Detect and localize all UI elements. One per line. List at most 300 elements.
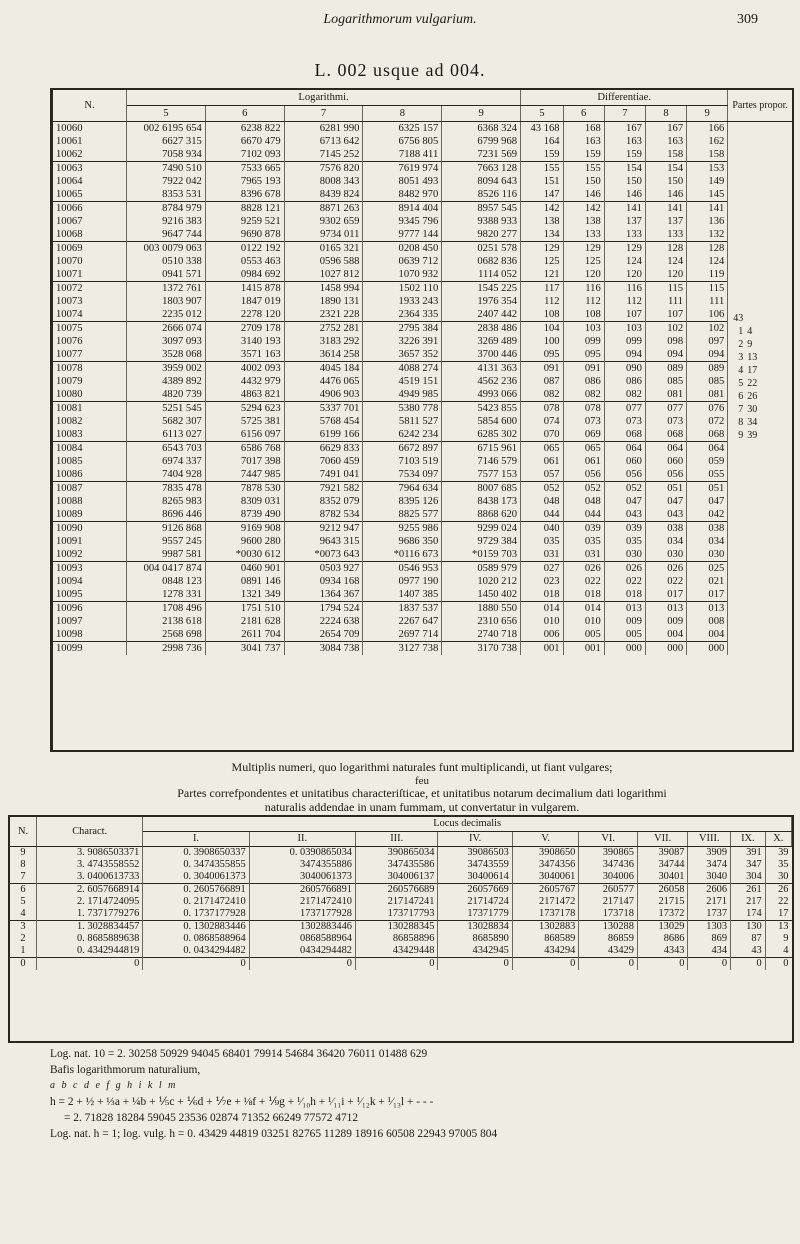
row-number: 10066 [53,202,127,216]
locus-cell: 0 [688,958,731,971]
table-row [53,268,792,282]
diff-cell: 064 [687,442,728,456]
locus-cell: 434294 [512,945,579,958]
log-nat-h: Log. nat. h = 1; log. vulg. h = 0. 43429 44819 03251 82765 11289 18916 60508 22943 97005 804 [50,1128,498,1140]
table-row [10,958,792,971]
diff-cell: 021 [687,575,728,588]
diff-cell: 074 [521,415,564,428]
locus-cell: 173717793 [355,908,437,921]
partes-value: 2 [738,339,744,350]
partes-value: 43 [733,313,744,324]
diff-cell: 026 [604,562,645,576]
row-number: 10083 [53,428,127,442]
locus-cell: 868589 [512,933,579,945]
diff-cell: 081 [687,388,728,402]
table-row [10,896,792,908]
locus-cell: 130 [731,921,766,934]
log-cell: 2752 281 [284,322,363,336]
log-nat-10: Log. nat. 10 = 2. 30258 50929 94045 68401 79914 54684 36420 76011 01488 629 [50,1048,428,1060]
log-cell: 6974 337 [127,455,206,468]
log-cell: 1027 812 [284,268,363,282]
table-row [53,282,792,296]
diff-cell: 022 [645,575,686,588]
caption-line-1: Multiplis numeri, quo logarithmi naturales funt multiplicandi, ut fiant vulgares; [231,760,613,774]
locus-cell: 0. 0868588964 [143,933,249,945]
log-cell: 3140 193 [205,335,284,348]
log-cell: 9259 521 [205,215,284,228]
row-number: 10075 [53,322,127,336]
table-row [53,148,792,162]
locus-cell: 2605766891 [249,884,355,897]
series-letters: a b c d e f g h i k l m [50,1080,178,1091]
locus-cell: 2171472410 [249,896,355,908]
diff-cell: 090 [604,362,645,376]
diff-cell: 027 [521,562,564,576]
locus-cell: 0. 1302883446 [143,921,249,934]
table-row [53,642,792,656]
diff-cell: 042 [687,508,728,522]
log-cell: 8482 970 [363,188,442,202]
log-cell: 1114 052 [442,268,521,282]
log-cell: 7231 569 [442,148,521,162]
log-cell: 9643 315 [284,535,363,548]
logarithm-table-frame [50,88,794,752]
diff-cell: 018 [604,588,645,602]
partes-row [731,364,759,377]
diff-cell: 048 [563,495,604,508]
diff-cell: 141 [604,202,645,216]
log-cell: 8784 979 [127,202,206,216]
log-cell: 4088 274 [363,362,442,376]
diff-cell: 146 [645,188,686,202]
diff-cell: 001 [563,642,604,656]
diff-cell: 158 [645,148,686,162]
log-cell: 3127 738 [363,642,442,656]
log-cell: 8871 263 [284,202,363,216]
locus-cell: 347435586 [355,859,437,871]
log-cell: 2697 714 [363,628,442,642]
locus-cell: 35 [778,859,789,870]
locus-cell: 3474 [688,859,731,871]
diff-cell: 014 [563,602,604,616]
log-cell: 7145 252 [284,148,363,162]
log-cell: 2278 120 [205,308,284,322]
locus-cell: 130288 [579,921,638,934]
log-cell: 4131 363 [442,362,521,376]
diff-cell: 163 [563,135,604,148]
row-number: 10060 [53,122,127,136]
diff-cell: 089 [645,362,686,376]
diff-cell: 138 [521,215,564,228]
log-cell: 6368 324 [442,122,521,136]
row-number: 10092 [53,548,127,562]
diff-cell: 099 [604,335,645,348]
diff-cell: 022 [563,575,604,588]
diff-col-header: 7 [604,106,645,122]
locus-cell: 130288345 [355,921,437,934]
log-cell: *0073 643 [284,548,363,562]
log-cell: 1450 402 [442,588,521,602]
diff-cell: 038 [687,522,728,536]
diff-cell: 085 [687,375,728,388]
log-cell: 1278 331 [127,588,206,602]
locus-cell: 43 [731,945,766,958]
table-row [10,884,792,897]
log-cell: 2838 486 [442,322,521,336]
diff-cell: 056 [604,468,645,482]
log-cell: 8438 173 [442,495,521,508]
partes-value: 13 [747,352,758,363]
partes-row [731,377,759,390]
diff-cell: 167 [645,122,686,136]
charact-cell: 3. 4743558552 [37,859,143,871]
digit-cell: 2 [10,933,37,945]
log-cell: 2235 012 [127,308,206,322]
locus-cell: 0 [438,958,512,971]
col-differentiae-header: Differentiae. [521,90,728,106]
table-row [53,442,792,456]
partes-value: 26 [747,391,758,402]
log-cell: 7619 974 [363,162,442,176]
log-cell: 0891 146 [205,575,284,588]
log-cell: 0503 927 [284,562,363,576]
table-row [53,362,792,376]
diff-cell: 073 [604,415,645,428]
log-cell: 4906 903 [284,388,363,402]
log-cell: 0639 712 [363,255,442,268]
log-cell: 3041 737 [205,642,284,656]
caption-line-4: naturalis addendae in unam fummam, ut convertatur in vulgarem. [264,800,580,814]
locus-cell: 17372 [637,908,688,921]
diff-cell: 168 [563,122,604,136]
diff-cell: 005 [604,628,645,642]
partes-value: 4 [747,326,753,337]
locus-cell: 0 [731,958,766,971]
diff-cell: 166 [687,122,728,136]
log-cell: 4863 821 [205,388,284,402]
log-col-header: 7 [284,106,363,122]
diff-col-header: 5 [521,106,564,122]
table-row [53,535,792,548]
diff-cell: 065 [521,442,564,456]
diff-cell: 167 [604,122,645,136]
partes-value: 9 [747,339,753,350]
log-cell: 5337 701 [284,402,363,416]
diff-cell: 141 [687,202,728,216]
log-cell: 004 0417 874 [127,562,206,576]
diff-cell: 107 [604,308,645,322]
diff-cell: 010 [521,615,564,628]
locus-cell: 39087 [637,847,688,860]
diff-cell: 044 [521,508,564,522]
log-cell: 0941 571 [127,268,206,282]
log-cell: 5854 600 [442,415,521,428]
t2-locus-header: Locus decimalis [143,817,792,832]
log-cell: 9820 277 [442,228,521,242]
charact-cell: 0. 8685889638 [37,933,143,945]
log-cell: 0546 953 [363,562,442,576]
diff-cell: 060 [645,455,686,468]
log-cell: 9299 024 [442,522,521,536]
table-row [53,602,792,616]
log-cell: 9777 144 [363,228,442,242]
locus-cell: 1737177928 [249,908,355,921]
locus-cell: 0. 1737177928 [143,908,249,921]
charact-cell: 2. 1714724095 [37,896,143,908]
locus-col-header: IV. [438,832,512,847]
diff-cell: 000 [687,642,728,656]
log-cell: 1751 510 [205,602,284,616]
basis-caption: Bafis logarithmorum naturalium, [50,1064,201,1076]
log-cell: 2138 618 [127,615,206,628]
log-cell: 0510 338 [127,255,206,268]
log-cell: 7965 193 [205,175,284,188]
locus-col-header: IX. [731,832,766,847]
log-cell: 7146 579 [442,455,521,468]
diff-cell: 094 [645,348,686,362]
log-cell: 3571 163 [205,348,284,362]
table-row [10,945,792,958]
locus-cell: 2171 [688,896,731,908]
table-row [10,847,792,860]
row-number: 10068 [53,228,127,242]
diff-col-header: 8 [645,106,686,122]
locus-cell: 173718 [579,908,638,921]
locus-cell: 1737 [688,908,731,921]
diff-cell: 051 [645,482,686,496]
diff-cell: 035 [604,535,645,548]
log-cell: 4045 184 [284,362,363,376]
table-row [53,562,792,576]
partes-cell [728,122,792,656]
log-cell: 0165 321 [284,242,363,256]
diff-cell: 081 [645,388,686,402]
diff-cell: 073 [563,415,604,428]
locus-cell: 13 [765,921,791,934]
table-row [53,588,792,602]
diff-cell: 034 [645,535,686,548]
log-cell: 6756 805 [363,135,442,148]
log-cell: 9388 933 [442,215,521,228]
locus-cell: 0. 0434294482 [143,945,249,958]
diff-cell: 102 [687,322,728,336]
locus-cell: 43429448 [355,945,437,958]
log-cell: 6586 768 [205,442,284,456]
diff-cell: 116 [563,282,604,296]
diff-cell: 065 [563,442,604,456]
locus-col-header: X. [765,832,791,847]
locus-cell: 260577 [579,884,638,897]
caption-line-3: Partes correfpondentes et unitatibus characteriſticae, et unitatibus notarum decimalium dati logarithmi [177,786,667,800]
locus-cell: 260576689 [355,884,437,897]
log-cell: 0596 588 [284,255,363,268]
diff-cell: 078 [563,402,604,416]
table-row [53,322,792,336]
log-cell: 5294 623 [205,402,284,416]
log-cell: 6629 833 [284,442,363,456]
row-number: 10099 [53,642,127,656]
locus-cell: 13028834 [438,921,512,934]
log-cell: 5251 545 [127,402,206,416]
locus-cell: 17371779 [438,908,512,921]
diff-cell: 089 [687,362,728,376]
row-number: 10072 [53,282,127,296]
locus-cell: 0. 0390865034 [249,847,355,860]
log-cell: 4432 979 [205,375,284,388]
log-cell: 6627 315 [127,135,206,148]
log-cell: 6156 097 [205,428,284,442]
diff-cell: 031 [563,548,604,562]
diff-cell: 128 [645,242,686,256]
diff-cell: 150 [563,175,604,188]
log-cell: 2611 704 [205,628,284,642]
locus-cell: 0. 3474355855 [143,859,249,871]
diff-cell: 059 [687,455,728,468]
charact-cell: 3. 0400613733 [37,871,143,884]
partes-value: 39 [747,430,758,441]
diff-col-header: 9 [687,106,728,122]
diff-cell: 124 [687,255,728,268]
diff-cell: 106 [687,308,728,322]
diff-cell: 026 [563,562,604,576]
log-cell: 2740 718 [442,628,521,642]
log-cell: 4993 066 [442,388,521,402]
log-cell: 3614 258 [284,348,363,362]
log-cell: 9600 280 [205,535,284,548]
locus-cell: 26 [765,884,791,897]
diff-cell: 163 [604,135,645,148]
log-cell: 2321 228 [284,308,363,322]
diff-cell: 056 [645,468,686,482]
diff-cell: 137 [604,215,645,228]
log-cell: 5380 778 [363,402,442,416]
log-cell: 2267 647 [363,615,442,628]
log-cell: 003 0079 063 [127,242,206,256]
digit-cell: 5 [10,896,37,908]
log-cell: 3170 738 [442,642,521,656]
table-row [53,455,792,468]
diff-cell: 052 [604,482,645,496]
log-cell: 1837 537 [363,602,442,616]
table-row [10,921,792,934]
log-cell: 5811 527 [363,415,442,428]
diff-cell: 068 [687,428,728,442]
diff-cell: 068 [645,428,686,442]
row-number: 10076 [53,335,127,348]
partes-value [745,312,759,325]
charact-cell: 3. 9086503371 [37,847,143,860]
table-row [53,615,792,628]
diff-cell: 124 [604,255,645,268]
diff-cell: 150 [604,175,645,188]
locus-col-header: VII. [637,832,688,847]
row-number: 10065 [53,188,127,202]
diff-cell: 022 [604,575,645,588]
log-cell: 1502 110 [363,282,442,296]
log-cell: 8396 678 [205,188,284,202]
t2-charact-header: Charact. [37,817,143,847]
diff-cell: 147 [521,188,564,202]
diff-cell: 086 [563,375,604,388]
table-row [53,348,792,362]
diff-cell: 129 [604,242,645,256]
table-row [53,308,792,322]
diff-cell: 068 [604,428,645,442]
row-number: 10074 [53,308,127,322]
diff-cell: 115 [645,282,686,296]
log-cell: 8957 545 [442,202,521,216]
locus-cell: 347436 [579,859,638,871]
diff-cell: 129 [563,242,604,256]
row-number: 10077 [53,348,127,362]
log-cell: 6543 703 [127,442,206,456]
log-cell: 3084 738 [284,642,363,656]
table-row [53,508,792,522]
log-cell: 8526 116 [442,188,521,202]
locus-cell: 217 [731,896,766,908]
table-row [53,375,792,388]
diff-cell: 082 [604,388,645,402]
log-cell: 0460 901 [205,562,284,576]
partes-row [731,312,759,325]
log-cell: 6325 157 [363,122,442,136]
diff-cell: 039 [604,522,645,536]
diff-cell: 159 [604,148,645,162]
diff-cell: 150 [645,175,686,188]
log-cell: 1847 019 [205,295,284,308]
table-row [10,859,792,871]
diff-cell: 124 [645,255,686,268]
log-cell: 7017 398 [205,455,284,468]
locus-cell: 2606 [688,884,731,897]
charact-cell: 0. 4342944819 [37,945,143,958]
diff-cell: 043 [604,508,645,522]
page-number: 309 [737,12,758,27]
log-cell: 6285 302 [442,428,521,442]
row-number: 10091 [53,535,127,548]
diff-cell: 162 [687,135,728,148]
log-cell: 3269 489 [442,335,521,348]
charact-cell: 1. 3028834457 [37,921,143,934]
locus-cell: 1302883 [512,921,579,934]
log-cell: 7663 128 [442,162,521,176]
log-cell: 7060 459 [284,455,363,468]
locus-cell: 1737178 [512,908,579,921]
log-cell: 6672 897 [363,442,442,456]
table-row [53,135,792,148]
log-cell: 8008 343 [284,175,363,188]
log-cell: 4820 739 [127,388,206,402]
diff-cell: 103 [563,322,604,336]
diff-cell: 091 [563,362,604,376]
log-cell: 8739 490 [205,508,284,522]
log-cell: 8782 534 [284,508,363,522]
log-cell: 2181 628 [205,615,284,628]
partes-value: 9 [738,430,744,441]
locus-cell: 87 [731,933,766,945]
locus-cell: 43429 [579,945,638,958]
diff-cell: 030 [604,548,645,562]
partes-row [731,403,759,416]
log-cell: 9126 868 [127,522,206,536]
locus-cell: 0. 3908650337 [143,847,249,860]
diff-cell: 048 [521,495,564,508]
diff-cell: 001 [521,642,564,656]
logarithm-table [53,90,792,655]
log-cell: 6113 027 [127,428,206,442]
diff-cell: 047 [645,495,686,508]
diff-cell: 017 [645,588,686,602]
